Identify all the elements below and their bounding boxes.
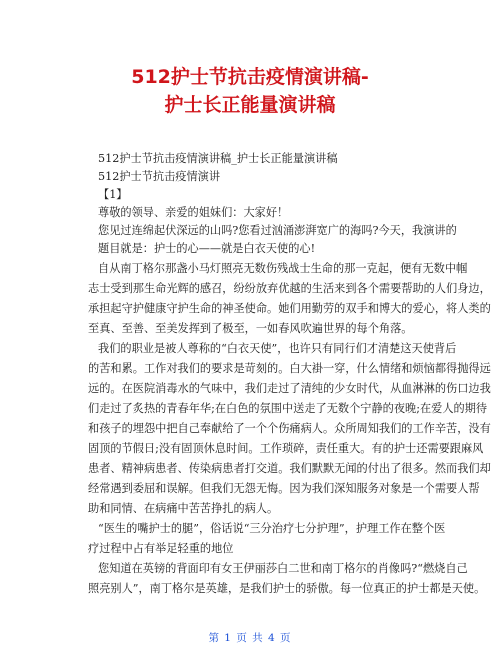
body-line: 患者、精神病患者、传染病患者打交道。我们默默无闻的付出了很多。然而我们却 (88, 462, 491, 475)
body-line: 志士受到那生命光辉的感召，纷纷放弃优越的生活来到各个需要帮助的人们身边， (88, 282, 491, 295)
document-title-line-2: 护士长正能量演讲稿 (164, 94, 336, 116)
body-line: 题目就是：护士的心——就是白衣天使的心! (98, 242, 316, 255)
body-line: 承担起守护健康守护生命的神圣使命。她们用勤劳的双手和博大的爱心，将人类的 (88, 302, 491, 315)
subheading-line: 512护士节抗击疫情演讲 (98, 170, 221, 183)
section-marker: 【1】 (98, 188, 128, 201)
greeting-line: 尊敬的领导、亲爱的姐妹们：大家好！ (98, 206, 289, 219)
body-line: 照亮别人”，南丁格尔是英雄，是我们护士的骄傲。每一位真正的护士都是天使。 (88, 582, 486, 595)
body-line: 自从南丁格尔那盏小马灯照亮无数伤残战士生命的那一克起，便有无数中帼 (98, 262, 468, 275)
subtitle-line: 512护士节抗击疫情演讲稿_护士长正能量演讲稿 (98, 152, 338, 165)
body-line: 您见过连绵起伏深远的山吗?您看过汹涌澎湃宽广的海吗?今天，我演讲的 (98, 224, 457, 237)
body-line: “医生的嘴护士的腿”，俗话说“三分治疗七分护理”，护理工作在整个医 (98, 522, 446, 535)
body-line: 您知道在英镑的背面印有女王伊丽莎白二世和南丁格尔的肖像吗?“燃烧自己 (98, 562, 468, 575)
body-line: 助和同情、在病痛中苦苦挣扎的病人。 (88, 502, 279, 515)
document-title-line-1: 512护士节抗击疫情演讲稿- (131, 66, 369, 88)
body-line: 我们的职业是被人尊称的“白衣天使”，也许只有同行们才清楚这天使背后 (98, 342, 457, 355)
page-footer: 第 1 页 共 4 页 (208, 632, 292, 644)
body-line: 和孩子的埋怨中把自己奉献给了一个个伤痛病人。众所周知我们的工作辛苦，没有 (88, 422, 491, 435)
body-line: 们走过了炙热的青春年华;在白色的氛围中送走了无数个宁静的夜晚;在爱人的期待 (88, 402, 488, 415)
body-line: 的苦和累。工作对我们的要求是苛刻的。白大褂一穿，什么情绪和烦恼都得抛得远 (88, 362, 491, 375)
body-line: 固顶的节假日;没有固顶休息时间。工作琐碎，责任重大。有的护士还需要跟麻风 (88, 442, 484, 455)
body-line: 远的。在医院消毒水的气味中，我们走过了清纯的少女时代，从血淋淋的伤口边我 (88, 382, 491, 395)
body-line: 疗过程中占有举足轻重的地位 (88, 542, 234, 555)
body-line: 经常遇到委屈和误解。但我们无怨无悔。因为我们深知服务对象是一个需要人帮 (88, 482, 480, 495)
body-line: 至真、至善、至美发挥到了极至，一如春风吹遍世界的每个角落。 (88, 322, 413, 335)
